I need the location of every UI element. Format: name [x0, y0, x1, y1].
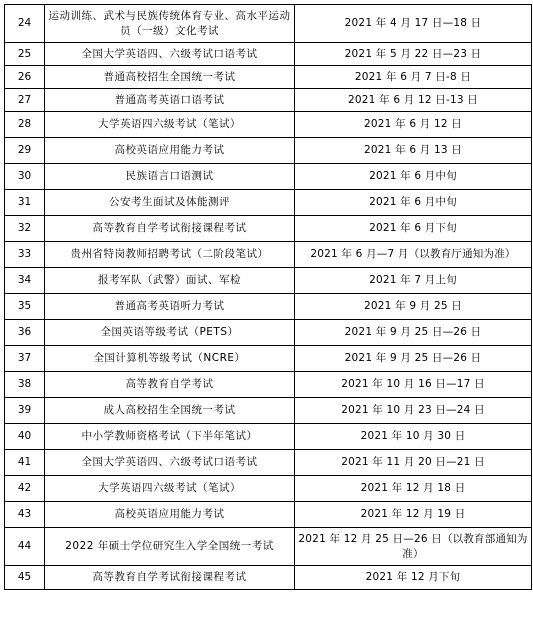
exam-date-cell: 2021 年 6 月 12 日-13 日: [295, 89, 532, 112]
exam-date-cell: 2021 年 6 月 12 日: [295, 112, 532, 138]
exam-date-cell: 2021 年 10 月 30 日: [295, 424, 532, 450]
row-number-cell: 25: [5, 43, 45, 66]
table-row: [5, 43, 532, 66]
exam-name-cell: 全国大学英语四、六级考试口语考试: [45, 450, 295, 476]
exam-name-cell: 全国英语等级考试（PETS）: [45, 320, 295, 346]
table-row: [5, 450, 532, 476]
table-row: [5, 294, 532, 320]
exam-name-cell: 全国计算机等级考试（NCRE）: [45, 346, 295, 372]
exam-date-cell: 2021 年 5 月 22 日—23 日: [295, 43, 532, 66]
row-number-cell: 26: [5, 66, 45, 89]
table-row: [5, 346, 532, 372]
row-number-cell: 35: [5, 294, 45, 320]
row-number-cell: 27: [5, 89, 45, 112]
table-row: [5, 502, 532, 528]
row-number-cell: 33: [5, 242, 45, 268]
exam-name-cell: 大学英语四六级考试（笔试）: [45, 476, 295, 502]
table-row: [5, 138, 532, 164]
table-row: [5, 216, 532, 242]
table-row: [5, 320, 532, 346]
row-number-cell: 45: [5, 566, 45, 590]
table-row: [5, 372, 532, 398]
exam-date-cell: 2021 年 6 月下旬: [295, 216, 532, 242]
row-number-cell: 30: [5, 164, 45, 190]
exam-name-cell: 普通高考英语口语考试: [45, 89, 295, 112]
exam-name-cell: 贵州省特岗教师招聘考试（二阶段笔试）: [45, 242, 295, 268]
row-number-cell: 32: [5, 216, 45, 242]
table-row: [5, 566, 532, 590]
exam-name-cell: 中小学教师资格考试（下半年笔试）: [45, 424, 295, 450]
exam-date-cell: 2021 年 10 月 23 日—24 日: [295, 398, 532, 424]
exam-schedule-table: [4, 4, 532, 590]
exam-name-cell: 高等教育自学考试衔接课程考试: [45, 216, 295, 242]
table-row: [5, 424, 532, 450]
exam-date-cell: 2021 年 7 月上旬: [295, 268, 532, 294]
exam-name-cell: 高等教育自学考试: [45, 372, 295, 398]
exam-date-cell: 2021 年 11 月 20 日—21 日: [295, 450, 532, 476]
row-number-cell: 38: [5, 372, 45, 398]
table-row: [5, 66, 532, 89]
exam-name-cell: 运动训练、武术与民族传统体育专业、高水平运动员（一级）文化考试: [45, 5, 295, 43]
row-number-cell: 43: [5, 502, 45, 528]
row-number-cell: 29: [5, 138, 45, 164]
exam-name-cell: 普通高校招生全国统一考试: [45, 66, 295, 89]
exam-name-cell: 报考军队（武警）面试、军检: [45, 268, 295, 294]
table-row: [5, 268, 532, 294]
exam-date-cell: 2021 年 9 月 25 日—26 日: [295, 346, 532, 372]
exam-name-cell: 高校英语应用能力考试: [45, 502, 295, 528]
exam-date-cell: 2021 年 12 月 19 日: [295, 502, 532, 528]
exam-name-cell: 民族语言口语测试: [45, 164, 295, 190]
exam-date-cell: 2021 年 6 月 7 日-8 日: [295, 66, 532, 89]
exam-date-cell: 2021 年 10 月 16 日—17 日: [295, 372, 532, 398]
exam-name-cell: 普通高考英语听力考试: [45, 294, 295, 320]
exam-date-cell: 2021 年 12 月 18 日: [295, 476, 532, 502]
exam-date-cell: 2021 年 9 月 25 日: [295, 294, 532, 320]
exam-date-cell: 2021 年 6 月中旬: [295, 190, 532, 216]
row-number-cell: 36: [5, 320, 45, 346]
row-number-cell: 24: [5, 5, 45, 43]
exam-name-cell: 高等教育自学考试衔接课程考试: [45, 566, 295, 590]
row-number-cell: 37: [5, 346, 45, 372]
exam-name-cell: 公安考生面试及体能测评: [45, 190, 295, 216]
exam-date-cell: 2021 年 6 月 13 日: [295, 138, 532, 164]
row-number-cell: 42: [5, 476, 45, 502]
exam-date-cell: 2021 年 4 月 17 日—18 日: [295, 5, 532, 43]
row-number-cell: 28: [5, 112, 45, 138]
exam-schedule-body: [5, 5, 532, 590]
exam-name-cell: 成人高校招生全国统一考试: [45, 398, 295, 424]
row-number-cell: 44: [5, 528, 45, 566]
table-row: [5, 112, 532, 138]
table-row: [5, 242, 532, 268]
table-row: [5, 164, 532, 190]
table-row: [5, 190, 532, 216]
table-row: [5, 528, 532, 566]
exam-name-cell: 全国大学英语四、六级考试口语考试: [45, 43, 295, 66]
table-row: [5, 89, 532, 112]
exam-date-cell: 2021 年 12 月下旬: [295, 566, 532, 590]
row-number-cell: 34: [5, 268, 45, 294]
exam-date-cell: 2021 年 12 月 25 日—26 日（以教育部通知为准）: [295, 528, 532, 566]
row-number-cell: 40: [5, 424, 45, 450]
exam-name-cell: 高校英语应用能力考试: [45, 138, 295, 164]
row-number-cell: 31: [5, 190, 45, 216]
row-number-cell: 39: [5, 398, 45, 424]
exam-date-cell: 2021 年 6 月中旬: [295, 164, 532, 190]
exam-name-cell: 大学英语四六级考试（笔试）: [45, 112, 295, 138]
exam-date-cell: 2021 年 6 月—7 月（以教育厅通知为准）: [295, 242, 532, 268]
exam-date-cell: 2021 年 9 月 25 日—26 日: [295, 320, 532, 346]
table-row: [5, 398, 532, 424]
row-number-cell: 41: [5, 450, 45, 476]
table-row: [5, 5, 532, 43]
table-row: [5, 476, 532, 502]
exam-name-cell: 2022 年硕士学位研究生入学全国统一考试: [45, 528, 295, 566]
